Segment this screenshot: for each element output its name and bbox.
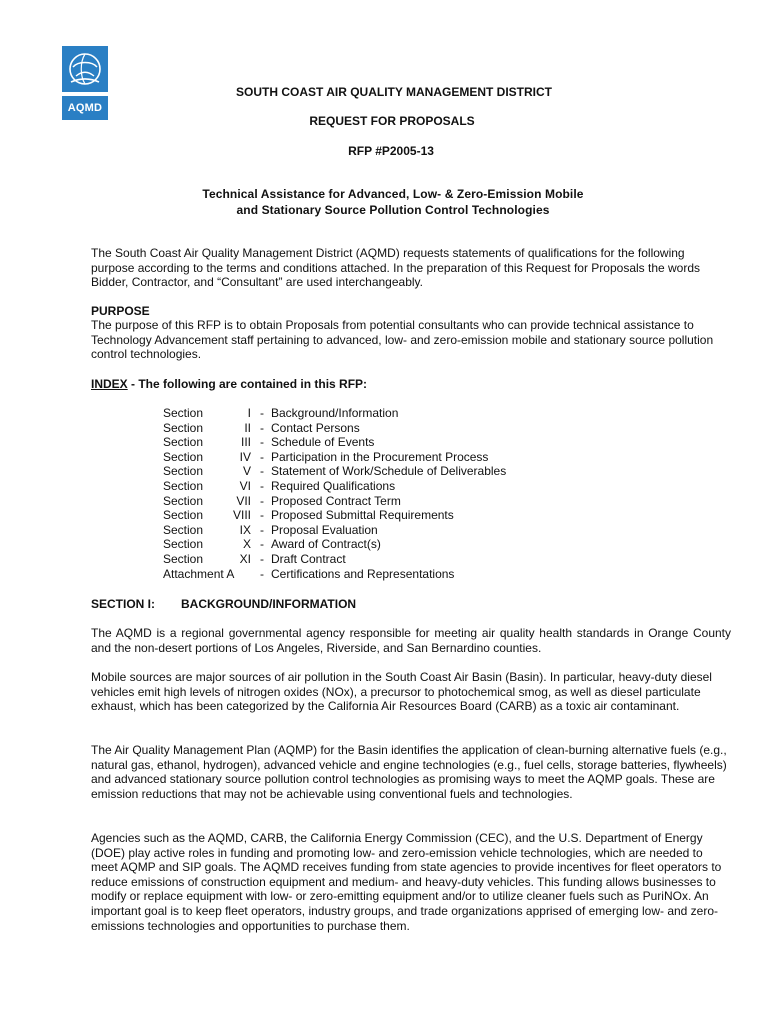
index-row-title: Draft Contract [271, 551, 346, 566]
index-row-title: Participation in the Procurement Process [271, 449, 489, 464]
index-row [163, 567, 506, 582]
index-row [163, 508, 506, 523]
index-row-title: Proposed Submittal Requirements [271, 508, 454, 523]
index-row-label: Section [163, 522, 204, 537]
section-1-title: BACKGROUND/INFORMATION [181, 597, 357, 611]
section-1-paragraph: Agencies such as the AQMD, CARB, the California Energy Commission (CEC), and the U.S. Department of Energy (DOE) play active roles in funding and promoting low- and zero-emission vehicle technologies, which are needed to meet AQMP and SIP goals. The AQMD receives funding from state agencies to provide incentives for fleet operators to reduce emissions of construction equipment and medium- and heavy-duty vehicles. This funding allows businesses to modify or replace equipment with low- or zero-emitting equipment and/or to utilize cleaner fuels such as PuriNOx. An important goal is to keep fleet operators, industry groups, and trade organizations apprised of emerging low- and zero-emissions technologies and opportunities to purchase them. [91, 831, 722, 933]
index-row-dash: - [260, 522, 264, 537]
index-row-label: Section [163, 449, 204, 464]
index-row-label: Section [163, 464, 204, 479]
index-row [163, 479, 506, 494]
rfp-title-line-1: Technical Assistance for Advanced, Low- & Zero-Emission Mobile [202, 187, 584, 201]
index-row-number: II [244, 420, 251, 435]
index-table [163, 406, 506, 581]
index-row-number: VI [239, 478, 251, 493]
section-1-paragraph: Mobile sources are major sources of air pollution in the South Coast Air Basin (Basin). In particular, heavy-duty diesel vehicles emit high levels of nitrogen oxides (NOx), a precursor to photochemical smog, as well as diesel particulate exhaust, which has been categorized by the California Air Resources Board (CARB) as a toxic air contaminant. [91, 670, 712, 714]
index-row-label: Section [163, 435, 204, 450]
index-row-title: Proposed Contract Term [271, 493, 401, 508]
section-1-paragraph: The Air Quality Management Plan (AQMP) for the Basin identifies the application of clean-burning alternative fuels (e.g., natural gas, ethanol, hydrogen), advanced vehicle and engine technologies (e.g., fuel cells, storage batteries, flywheels) and advanced stationary source pollution control technologies as promising ways to meet the AQMP goals. These are emission reductions that may not be achievable using conventional fuels and technologies. [91, 743, 727, 801]
index-row-label: Section [163, 478, 204, 493]
index-row-title: Background/Information [271, 406, 399, 420]
section-1-heading [91, 597, 356, 612]
index-row-title: Statement of Work/Schedule of Deliverables [271, 464, 507, 479]
intro-paragraph: The South Coast Air Quality Management District (AQMD) requests statements of qualifications for the following purpose according to the terms and conditions attached. In the preparation of this Request for Proposals the words Bidder, Contractor, and “Consultant” are used interchangeably. [91, 246, 701, 290]
index-row-number: I [247, 406, 251, 420]
index-row-title: Award of Contract(s) [271, 537, 381, 552]
index-row-number: IX [239, 522, 251, 537]
section-1-label: SECTION I: [91, 597, 156, 611]
index-row-label: Section [163, 551, 204, 566]
index-row-dash: - [260, 435, 264, 450]
index-row-dash: - [260, 551, 264, 566]
index-row-number: V [242, 464, 251, 479]
index-row-dash: - [260, 478, 264, 493]
index-row-number: VIII [232, 508, 251, 523]
index-row-dash: - [260, 493, 264, 508]
index-row-label: Attachment A [163, 566, 235, 581]
index-row-dash: - [260, 566, 264, 581]
index-row [163, 421, 506, 436]
index-row-number: IV [239, 449, 251, 464]
index-row-number: VII [236, 493, 251, 508]
index-row [163, 523, 506, 538]
index-row-title: Schedule of Events [271, 435, 375, 450]
index-row-dash: - [260, 537, 264, 552]
index-row-title: Proposal Evaluation [271, 522, 378, 537]
index-row [163, 406, 506, 421]
index-row-title: Required Qualifications [271, 478, 396, 493]
index-row-dash: - [260, 449, 264, 464]
index-row-label: Section [163, 493, 204, 508]
index-row-title: Certifications and Representations [271, 566, 455, 581]
index-row-label: Section [163, 508, 204, 523]
index-row-dash: - [260, 406, 264, 420]
purpose-paragraph: The purpose of this RFP is to obtain Proposals from potential consultants who can provide technical assistance to Technology Advancement staff pertaining to advanced, low- and zero-emission mobile and stationary source pollution control technologies. [91, 318, 714, 362]
index-heading-text: - The following are contained in this RFP: [127, 377, 368, 391]
purpose-heading: PURPOSE [91, 304, 150, 318]
index-row-label: Section [163, 420, 204, 435]
index-row-dash: - [260, 508, 264, 523]
index-heading [91, 377, 367, 392]
index-row-number: III [240, 435, 251, 450]
index-row [163, 450, 506, 465]
index-row-number: XI [239, 551, 251, 566]
index-row-dash: - [260, 420, 264, 435]
org-name: SOUTH COAST AIR QUALITY MANAGEMENT DISTRICT [236, 85, 552, 99]
index-row [163, 537, 506, 552]
aqmd-logo-wordmark: AQMD [62, 96, 108, 120]
rfp-title-line-2: and Stationary Source Pollution Control Technologies [236, 203, 550, 217]
doc-type: REQUEST FOR PROPOSALS [309, 114, 475, 128]
index-row-label: Section [163, 537, 204, 552]
index-row-dash: - [260, 464, 264, 479]
index-row-title: Contact Persons [271, 420, 360, 435]
section-1-paragraph: The AQMD is a regional governmental agency responsible for meeting air quality health standards in Orange County and the non-desert portions of Los Angeles, Riverside, and San Bernardino counties. [91, 626, 731, 655]
index-row-number: X [242, 537, 251, 552]
index-row [163, 552, 506, 567]
index-label: INDEX [91, 377, 128, 391]
aqmd-logo [62, 46, 108, 120]
rfp-number: RFP #P2005-13 [348, 144, 434, 158]
index-row-label: Section [163, 406, 204, 420]
index-row [163, 435, 506, 450]
index-row [163, 494, 506, 509]
index-row [163, 464, 506, 479]
